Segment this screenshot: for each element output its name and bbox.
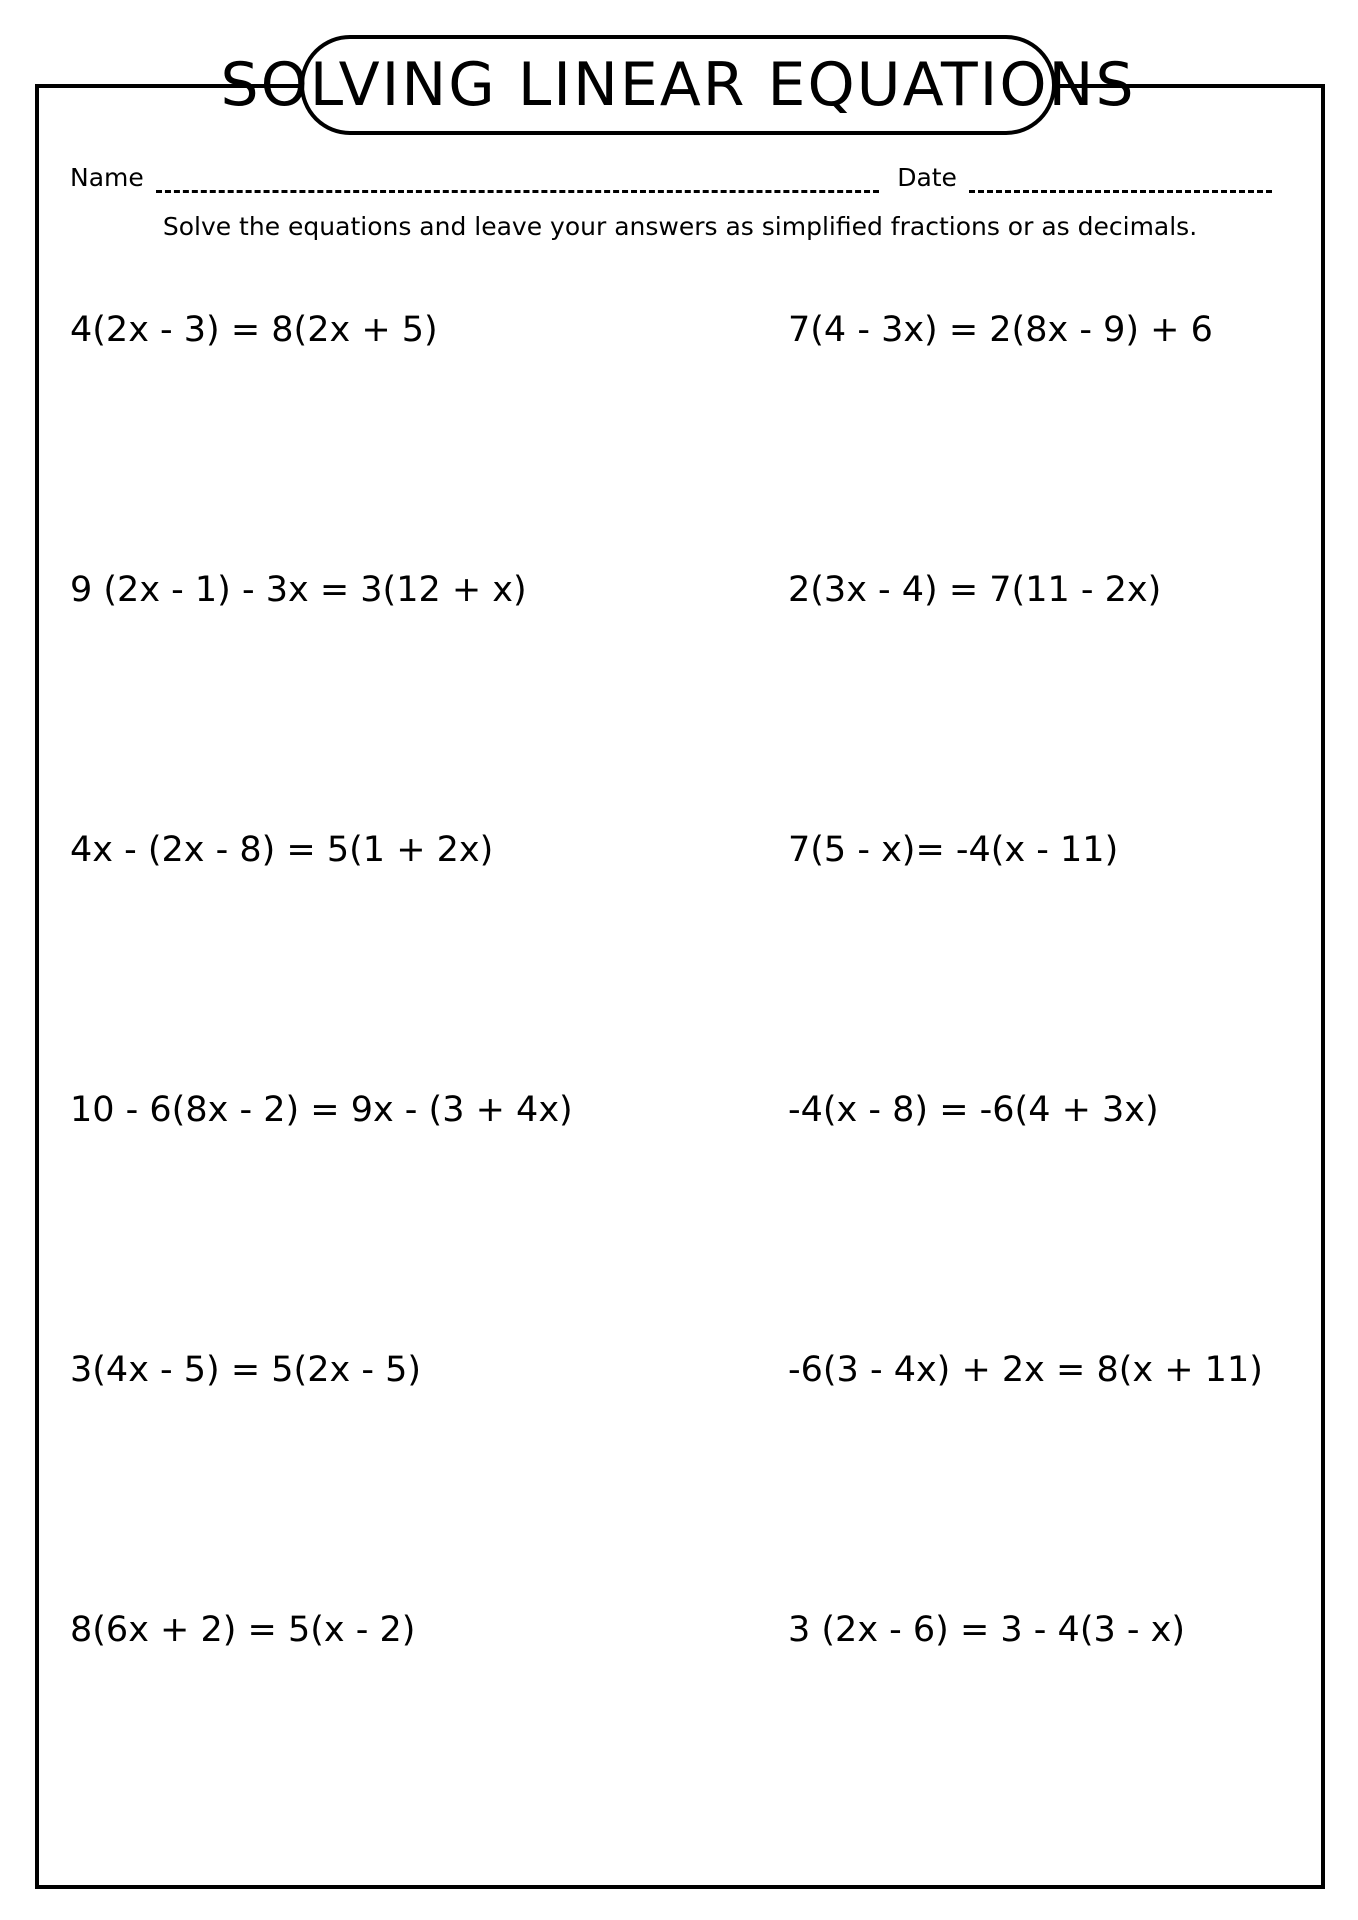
instructions: Solve the equations and leave your answers as simplified fractions or as decimals. xyxy=(162,212,1198,241)
name-date-row xyxy=(70,157,1290,193)
problem-7: 10 - 6(8x - 2) = 9x - (3 + 4x) xyxy=(70,1090,573,1130)
problem-10: -6(3 - 4x) + 2x = 8(x + 11) xyxy=(788,1350,1263,1390)
problem-11: 8(6x + 2) = 5(x - 2) xyxy=(70,1610,416,1650)
date-label: Date xyxy=(897,163,957,192)
problem-8: -4(x - 8) = -6(4 + 3x) xyxy=(788,1090,1159,1130)
problem-4: 2(3x - 4) = 7(11 - 2x) xyxy=(788,570,1162,610)
name-field[interactable] xyxy=(156,170,879,193)
problem-12: 3 (2x - 6) = 3 - 4(3 - x) xyxy=(788,1610,1185,1650)
problem-1: 4(2x - 3) = 8(2x + 5) xyxy=(70,310,438,350)
problem-2: 7(4 - 3x) = 2(8x - 9) + 6 xyxy=(788,310,1213,350)
name-label: Name xyxy=(70,163,144,192)
problem-9: 3(4x - 5) = 5(2x - 5) xyxy=(70,1350,421,1390)
problem-5: 4x - (2x - 8) = 5(1 + 2x) xyxy=(70,830,494,870)
problem-6: 7(5 - x)= -4(x - 11) xyxy=(788,830,1119,870)
date-field[interactable] xyxy=(969,170,1272,193)
worksheet-title: SOLVING LINEAR EQUATIONS xyxy=(300,35,1056,135)
problem-3: 9 (2x - 1) - 3x = 3(12 + x) xyxy=(70,570,527,610)
